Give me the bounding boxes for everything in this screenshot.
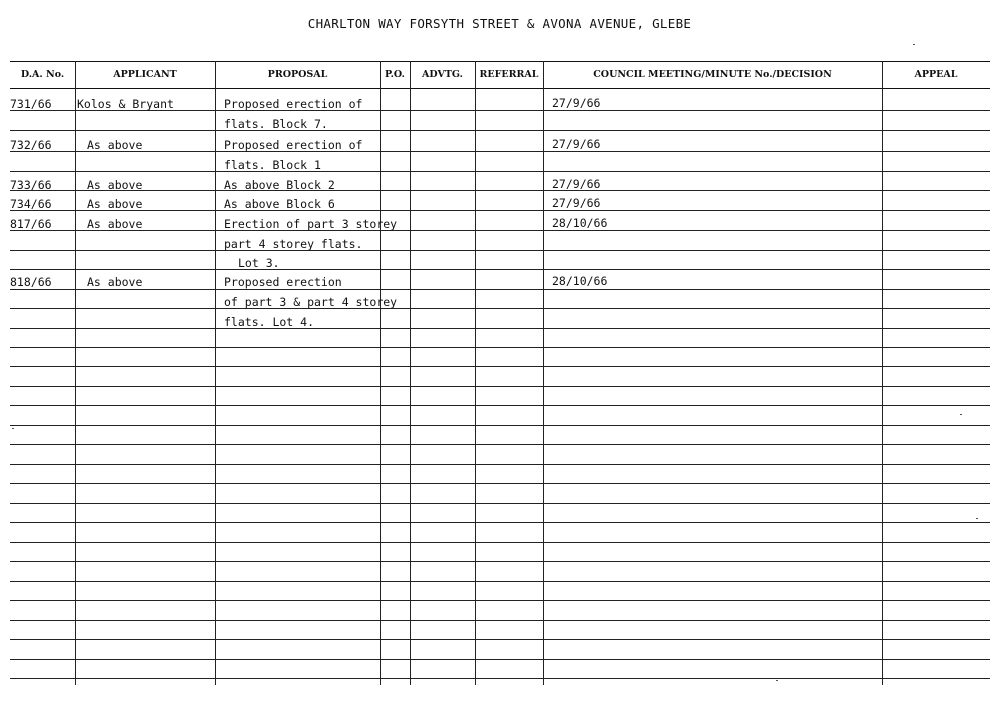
row-rule	[10, 269, 990, 270]
applicant-name: Kolos & Bryant	[77, 97, 174, 111]
header-applicant: APPLICANT	[113, 69, 177, 80]
council-decision-date: 28/10/66	[552, 274, 608, 288]
column-divider	[215, 61, 216, 685]
da-number: 817/66	[10, 217, 52, 231]
row-rule	[10, 561, 990, 562]
header-referral: REFERRAL	[479, 69, 539, 80]
row-rule	[10, 230, 990, 231]
page-title: CHARLTON WAY FORSYTH STREET & AVONA AVENUE, GLEBE	[307, 16, 692, 31]
applicant-name: As above	[87, 275, 143, 289]
row-rule	[10, 620, 990, 621]
column-divider	[410, 61, 411, 685]
header-advtg: ADVTG.	[422, 69, 463, 80]
row-rule	[10, 347, 990, 348]
header-appeal: APPEAL	[914, 69, 958, 80]
row-rule	[10, 444, 990, 445]
proposal-line: flats. Block 1	[224, 158, 321, 172]
header-da-no: D.A. No.	[20, 69, 65, 80]
row-rule	[10, 522, 990, 523]
applicant-name: As above	[87, 197, 143, 211]
proposal-line: As above Block 6	[224, 197, 335, 211]
proposal-line: part 4 storey flats.	[224, 237, 363, 251]
header-proposal: PROPOSAL	[267, 69, 328, 80]
row-rule	[10, 425, 990, 426]
proposal-line: flats. Lot 4.	[224, 315, 315, 329]
proposal-line: As above Block 2	[224, 178, 335, 192]
applicant-name: As above	[87, 138, 143, 152]
da-number: 731/66	[10, 97, 52, 111]
header-council-decision: COUNCIL MEETING/MINUTE No./DECISION	[593, 69, 832, 80]
row-rule	[10, 171, 990, 172]
row-rule	[10, 659, 990, 660]
header-po: P.O.	[385, 69, 405, 80]
scan-speck	[12, 428, 14, 429]
row-rule	[10, 581, 990, 582]
council-decision-date: 27/9/66	[552, 177, 601, 191]
column-divider	[475, 61, 476, 685]
row-rule	[10, 151, 990, 152]
row-rule	[10, 542, 990, 543]
da-number: 732/66	[10, 138, 52, 152]
column-divider	[882, 61, 883, 685]
applicant-name: As above	[87, 178, 143, 192]
row-rule	[10, 678, 990, 679]
header-bottom-border	[10, 88, 990, 89]
scan-speck	[976, 518, 978, 519]
da-number: 734/66	[10, 197, 52, 211]
row-rule	[10, 190, 990, 191]
row-rule	[10, 130, 990, 131]
row-rule	[10, 289, 990, 290]
row-rule	[10, 366, 990, 367]
row-rule	[10, 386, 990, 387]
row-rule	[10, 600, 990, 601]
council-decision-date: 28/10/66	[552, 216, 608, 230]
council-decision-date: 27/9/66	[552, 96, 601, 110]
scan-speck	[776, 680, 778, 681]
proposal-line: of part 3 & part 4 storey	[224, 295, 398, 309]
council-decision-date: 27/9/66	[552, 137, 601, 151]
row-rule	[10, 464, 990, 465]
proposal-line: flats. Block 7.	[224, 117, 328, 131]
column-divider	[380, 61, 381, 685]
row-rule	[10, 405, 990, 406]
proposal-line: Proposed erection of	[224, 138, 363, 152]
column-divider	[75, 61, 76, 685]
council-decision-date: 27/9/66	[552, 196, 601, 210]
applicant-name: As above	[87, 217, 143, 231]
row-rule	[10, 503, 990, 504]
row-rule	[10, 328, 990, 329]
row-rule	[10, 210, 990, 211]
da-number: 818/66	[10, 275, 52, 289]
column-divider	[543, 61, 544, 685]
row-rule	[10, 308, 990, 309]
scan-speck	[960, 414, 962, 415]
row-rule	[10, 639, 990, 640]
proposal-line: Proposed erection	[224, 275, 342, 289]
row-rule	[10, 483, 990, 484]
da-number: 733/66	[10, 178, 52, 192]
scan-speck	[913, 44, 915, 45]
proposal-line: Erection of part 3 storey	[224, 217, 398, 231]
proposal-line: Lot 3.	[238, 256, 280, 270]
proposal-line: Proposed erection of	[224, 97, 363, 111]
row-rule	[10, 250, 990, 251]
